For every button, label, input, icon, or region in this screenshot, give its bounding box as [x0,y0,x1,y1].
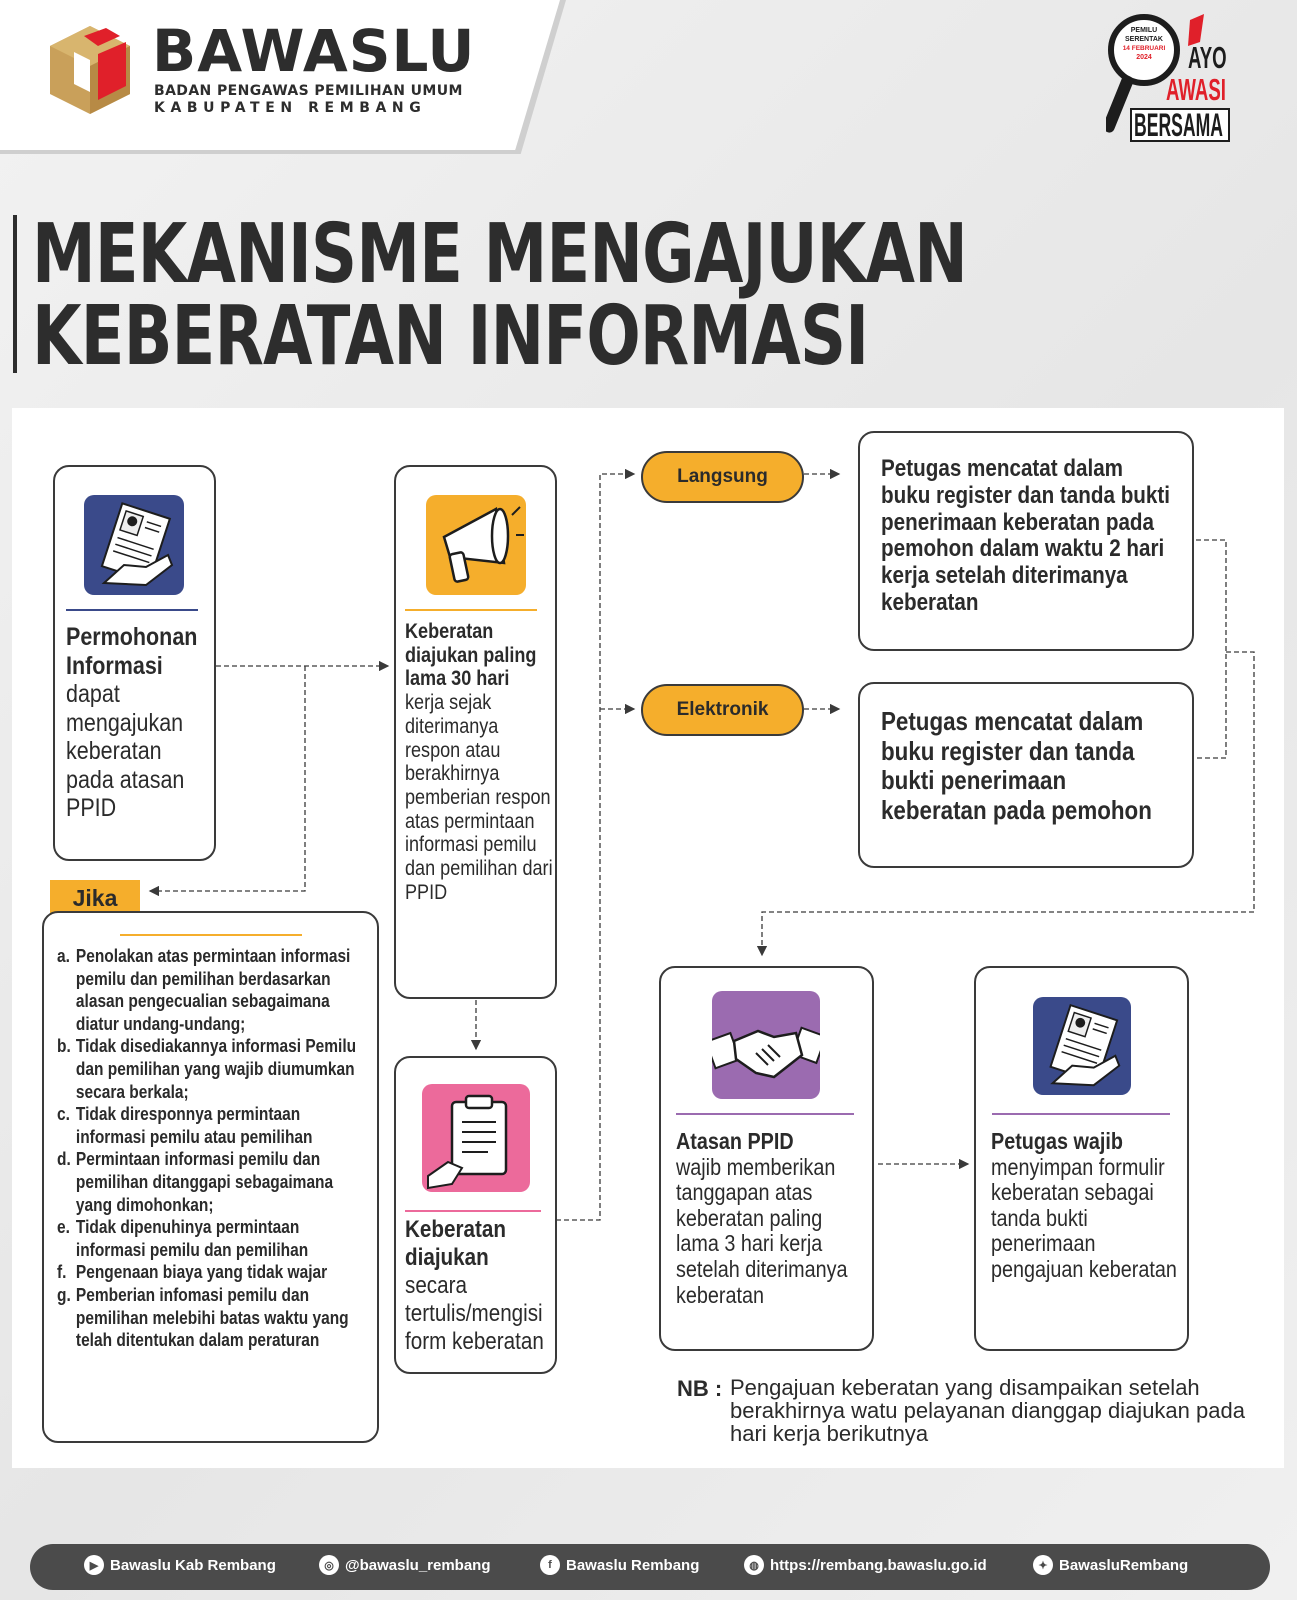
footer-instagram-label: @bawaslu_rembang [345,1556,491,1574]
tertulis-desc: secara tertulis/mengisi form keberatan [405,1272,544,1355]
badge-pemilu: PEMILU [1130,27,1158,34]
document-hand-icon [1033,997,1131,1095]
elektronik-result-text: Petugas mencatat dalam buku register dan tanda bukti penerimaan keberatan pada pemohon [881,706,1152,825]
jika-item [57,945,371,1035]
separator [66,609,198,611]
keberatan-30-desc: kerja sejak diterimanya respon atau berakhirnya pemberian respon atas permintaan informasi pemilu dan pemilihan dari PPID [405,691,553,904]
jika-item-text: Permintaan informasi pemilu dan pemilihan ditanggapi sebagaimana yang dimohonkan; [75,1149,334,1215]
petugas-text [991,1129,1182,1283]
nb-text: Pengajuan keberatan yang disampaikan setelah berakhirnya watu pelayanan dianggap diajukan pada hari kerja berikutnya [730,1375,1245,1446]
petugas-desc: menyimpan formulir keberatan sebagai tanda bukti penerimaan pengajuan keberatan [991,1153,1177,1282]
jika-conditions-list [57,945,371,1352]
instagram-icon: ◎ [319,1555,339,1575]
jika-item-marker: c. [57,1104,70,1125]
jika-item-text: Pemberian infomasi pemilu dan pemilihan melebihi batas waktu yang telah ditentukan dalam peraturan [75,1284,349,1351]
keberatan-30-text [405,620,553,904]
tertulis-title: Keberatan diajukan [405,1216,506,1271]
jika-item-text: Tidak disediakannya informasi Pemilu dan pemilihan yang wajib diumumkan secara berkala; [75,1036,357,1102]
atasan-title: Atasan PPID [676,1128,794,1154]
jika-item-marker: g. [57,1284,71,1305]
footer-twitter[interactable] [1033,1555,1188,1575]
footer-twitter-label: BawasluRembang [1059,1556,1189,1574]
brand-name: BAWASLU [152,17,476,85]
jika-item-text: Tidak dipenuhinya permintaan informasi pemilu dan pemilihan [75,1217,309,1260]
globe-icon: ◍ [744,1555,764,1575]
jika-item-marker: a. [57,946,70,966]
petugas-title: Petugas wajib [991,1128,1123,1154]
permohonan-title: Permohonan Informasi [66,623,198,680]
handshake-icon [712,991,820,1099]
badge-year: 2024 [1136,54,1152,61]
tertulis-text [405,1216,551,1356]
document-hand-icon [84,495,184,595]
footer-instagram[interactable] [319,1555,491,1575]
twitter-icon: ✦ [1033,1555,1053,1575]
footer-youtube-label: Bawaslu Kab Rembang [110,1556,276,1574]
elektronik-pill: Elektronik [641,684,804,736]
badge-bersama: BERSAMA [1134,107,1223,143]
megaphone-icon [426,495,526,595]
nb-label: NB : [677,1376,723,1401]
page-title-line1: MEKANISME MENGAJUKAN [32,207,968,302]
footer-facebook[interactable] [540,1555,699,1575]
jika-item-marker: f. [57,1262,67,1283]
badge-date: 14 FEBRUARI [1122,45,1166,52]
separator [992,1113,1170,1115]
jika-item-marker: e. [57,1217,70,1238]
permohonan-text [66,623,210,823]
jika-item [57,1103,371,1148]
jika-item-marker: b. [57,1036,71,1057]
jika-item [57,1148,371,1216]
footer-facebook-label: Bawaslu Rembang [566,1556,700,1574]
jika-item-marker: d. [57,1149,71,1170]
badge-awasi: AWASI [1166,72,1226,107]
keberatan-30-title: Keberatan diajukan paling lama 30 hari [405,620,537,691]
youtube-icon: ▶ [84,1555,104,1575]
footer-website-label: https://rembang.bawaslu.go.id [770,1556,987,1574]
badge-ayo: AYO [1188,40,1227,75]
brand-subtitle: BADAN PENGAWAS PEMILIHAN UMUM [154,83,463,99]
footer-youtube[interactable] [84,1555,276,1575]
jika-item [57,1216,371,1261]
jika-item [57,1284,371,1352]
jika-item-text: Tidak diresponnya permintaan informasi pemilu atau pemilihan [75,1104,313,1147]
separator [120,934,302,936]
jika-item [57,1035,371,1103]
facebook-icon: f [540,1555,560,1575]
separator [405,1210,541,1212]
page-title-line2: KEBERATAN INFORMASI [32,289,869,384]
jika-item-text: Penolakan atas permintaan informasi pemilu dan pemilihan berdasarkan alasan pengecualian sebagaimana diatur undang-undang; [75,946,351,1034]
badge-serentak: SERENTAK [1125,36,1163,43]
jika-item-text: Pengenaan biaya yang tidak wajar [75,1262,328,1283]
langsung-result-text: Petugas mencatat dalam buku register dan tanda bukti penerimaan keberatan pada pemohon dalam waktu 2 hari kerja setelah diterimanya keberatan [881,455,1171,616]
langsung-pill: Langsung [641,451,804,503]
clipboard-icon [422,1084,530,1192]
atasan-desc: wajib memberikan tanggapan atas keberatan paling lama 3 hari kerja setelah diterimanya keberatan [676,1153,848,1308]
jika-item [57,1261,371,1284]
jika-tag: Jika [50,880,140,916]
permohonan-desc: dapat mengajukan keberatan pada atasan PPID [66,680,185,822]
brand-region: KABUPATEN REMBANG [154,100,427,116]
footer-website[interactable] [744,1555,987,1575]
separator [676,1113,854,1115]
atasan-text [676,1129,867,1308]
separator [405,609,537,611]
